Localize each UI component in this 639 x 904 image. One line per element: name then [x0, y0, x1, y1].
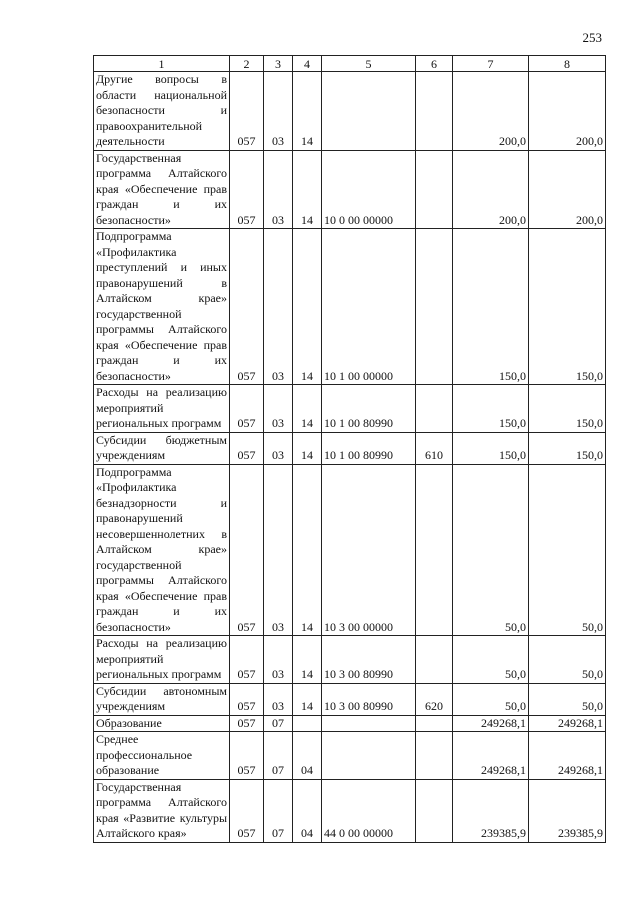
target-article-cell: 10 1 00 00000 — [322, 229, 416, 385]
amount-cell: 50,0 — [453, 464, 529, 636]
table-row — [94, 432, 606, 464]
amount-cell: 200,0 — [453, 150, 529, 229]
expense-type-cell — [416, 229, 453, 385]
row-name-cell: Субсидии бюджетным учреждениям — [94, 432, 230, 464]
table-row — [94, 464, 606, 636]
subsection-cell: 14 — [293, 229, 322, 385]
section-cell: 03 — [264, 636, 293, 684]
amount-cell: 249268,1 — [529, 732, 606, 780]
header-cell: 1 — [94, 56, 230, 72]
subsection-cell: 14 — [293, 432, 322, 464]
target-article-cell — [322, 715, 416, 732]
row-name-cell: Подпрограмма «Профилактика безнадзорности и правонарушений несовершеннолетних в Алтайском крае» государственной программы Алтайского края «Обеспечение прав граждан и их безопасности» — [94, 464, 230, 636]
target-article-cell: 10 1 00 80990 — [322, 385, 416, 433]
amount-cell: 50,0 — [453, 683, 529, 715]
section-cell: 03 — [264, 72, 293, 151]
expense-type-cell — [416, 636, 453, 684]
table-row — [94, 72, 606, 151]
expense-type-cell — [416, 715, 453, 732]
subsection-cell: 14 — [293, 72, 322, 151]
amount-cell: 150,0 — [529, 229, 606, 385]
header-cell: 2 — [230, 56, 264, 72]
row-name-cell: Среднее профессиональное образование — [94, 732, 230, 780]
budget-table — [93, 55, 606, 843]
amount-cell: 200,0 — [529, 150, 606, 229]
amount-cell: 249268,1 — [529, 715, 606, 732]
subsection-cell — [293, 715, 322, 732]
target-article-cell: 10 3 00 80990 — [322, 683, 416, 715]
expense-type-cell — [416, 779, 453, 842]
admin-code-cell: 057 — [230, 229, 264, 385]
amount-cell: 239385,9 — [453, 779, 529, 842]
row-name-cell: Государственная программа Алтайского края «Обеспечение прав граждан и их безопасности» — [94, 150, 230, 229]
section-cell: 03 — [264, 432, 293, 464]
amount-cell: 150,0 — [529, 432, 606, 464]
header-cell: 7 — [453, 56, 529, 72]
row-name-cell: Образование — [94, 715, 230, 732]
section-cell: 07 — [264, 732, 293, 780]
expense-type-cell — [416, 150, 453, 229]
section-cell: 07 — [264, 715, 293, 732]
expense-type-cell: 620 — [416, 683, 453, 715]
admin-code-cell: 057 — [230, 385, 264, 433]
row-name-cell: Субсидии автономным учреждениям — [94, 683, 230, 715]
expense-type-cell — [416, 732, 453, 780]
amount-cell: 150,0 — [453, 432, 529, 464]
subsection-cell: 04 — [293, 732, 322, 780]
header-cell: 4 — [293, 56, 322, 72]
expense-type-cell — [416, 464, 453, 636]
admin-code-cell: 057 — [230, 636, 264, 684]
amount-cell: 50,0 — [453, 636, 529, 684]
admin-code-cell: 057 — [230, 464, 264, 636]
header-row — [94, 56, 606, 72]
section-cell: 03 — [264, 385, 293, 433]
header-cell: 8 — [529, 56, 606, 72]
target-article-cell: 10 3 00 80990 — [322, 636, 416, 684]
table-row — [94, 229, 606, 385]
amount-cell: 249268,1 — [453, 715, 529, 732]
section-cell: 03 — [264, 229, 293, 385]
subsection-cell: 14 — [293, 385, 322, 433]
amount-cell: 150,0 — [453, 385, 529, 433]
row-name-cell: Расходы на реализацию мероприятий региональных программ — [94, 636, 230, 684]
amount-cell: 50,0 — [529, 636, 606, 684]
target-article-cell: 10 1 00 80990 — [322, 432, 416, 464]
subsection-cell: 14 — [293, 464, 322, 636]
section-cell: 03 — [264, 683, 293, 715]
row-name-cell: Другие вопросы в области национальной безопасности и правоохранительной деятельности — [94, 72, 230, 151]
header-cell: 6 — [416, 56, 453, 72]
header-cell: 5 — [322, 56, 416, 72]
admin-code-cell: 057 — [230, 683, 264, 715]
table-row — [94, 150, 606, 229]
amount-cell: 200,0 — [529, 72, 606, 151]
subsection-cell: 14 — [293, 150, 322, 229]
page-number: 253 — [582, 30, 602, 45]
target-article-cell: 10 0 00 00000 — [322, 150, 416, 229]
table-row — [94, 779, 606, 842]
section-cell: 03 — [264, 464, 293, 636]
row-name-cell: Подпрограмма «Профилактика преступлений и иных правонарушений в Алтайском крае» государственной программы Алтайского края «Обеспечение прав граждан и их безопасности» — [94, 229, 230, 385]
amount-cell: 50,0 — [529, 464, 606, 636]
expense-type-cell — [416, 385, 453, 433]
amount-cell: 150,0 — [453, 229, 529, 385]
target-article-cell: 44 0 00 00000 — [322, 779, 416, 842]
table-row — [94, 683, 606, 715]
table-row — [94, 636, 606, 684]
table-row — [94, 385, 606, 433]
row-name-cell: Государственная программа Алтайского края «Развитие культуры Алтайского края» — [94, 779, 230, 842]
target-article-cell — [322, 732, 416, 780]
admin-code-cell: 057 — [230, 732, 264, 780]
target-article-cell: 10 3 00 00000 — [322, 464, 416, 636]
expense-type-cell — [416, 72, 453, 151]
amount-cell: 200,0 — [453, 72, 529, 151]
subsection-cell: 04 — [293, 779, 322, 842]
expense-type-cell: 610 — [416, 432, 453, 464]
admin-code-cell: 057 — [230, 432, 264, 464]
target-article-cell — [322, 72, 416, 151]
amount-cell: 150,0 — [529, 385, 606, 433]
amount-cell: 239385,9 — [529, 779, 606, 842]
admin-code-cell: 057 — [230, 150, 264, 229]
admin-code-cell: 057 — [230, 715, 264, 732]
section-cell: 03 — [264, 150, 293, 229]
table-row — [94, 732, 606, 780]
table-row — [94, 715, 606, 732]
admin-code-cell: 057 — [230, 779, 264, 842]
subsection-cell: 14 — [293, 636, 322, 684]
amount-cell: 50,0 — [529, 683, 606, 715]
subsection-cell: 14 — [293, 683, 322, 715]
admin-code-cell: 057 — [230, 72, 264, 151]
section-cell: 07 — [264, 779, 293, 842]
row-name-cell: Расходы на реализацию мероприятий региональных программ — [94, 385, 230, 433]
amount-cell: 249268,1 — [453, 732, 529, 780]
header-cell: 3 — [264, 56, 293, 72]
